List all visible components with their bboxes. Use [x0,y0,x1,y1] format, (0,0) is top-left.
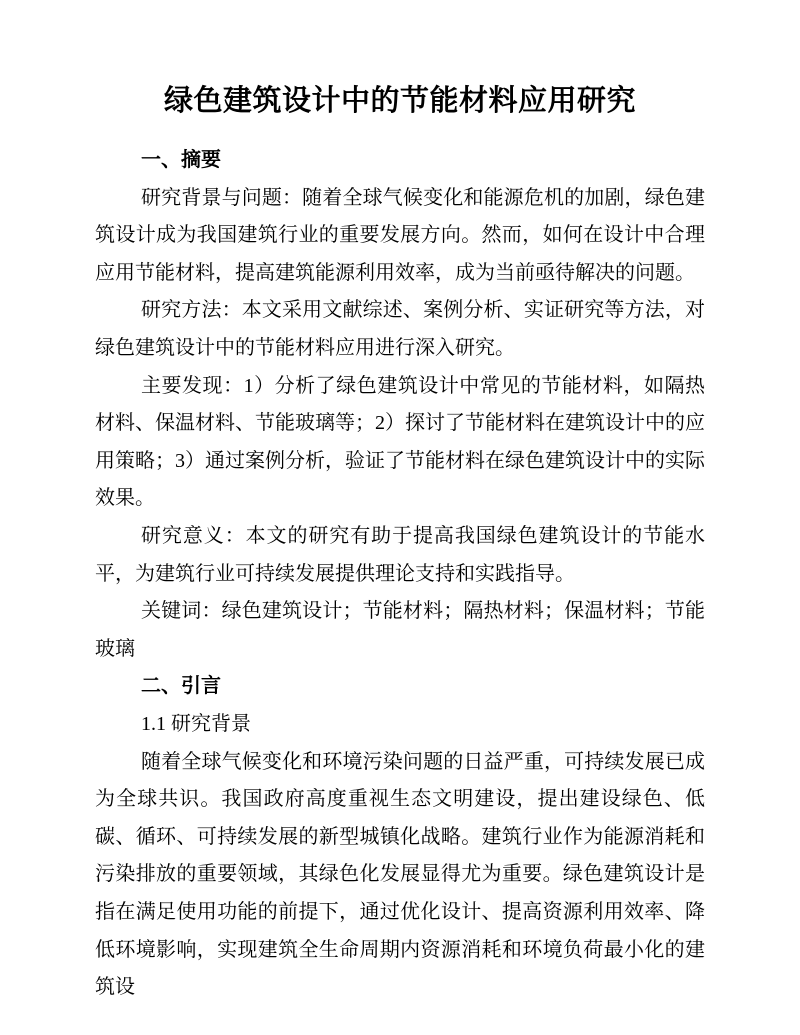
subsection-heading-research-background: 1.1 研究背景 [141,712,251,735]
abstract-significance-paragraph: 研究意义：本文的研究有助于提高我国绿色建筑设计的节能水平，为建筑行业可持续发展提供理论支持和实践指导。 [95,524,705,585]
abstract-methods-paragraph: 研究方法：本文采用文献综述、案例分析、实证研究等方法，对绿色建筑设计中的节能材料应用进行深入研究。 [95,299,705,360]
document-title: 绿色建筑设计中的节能材料应用研究 [163,85,636,117]
abstract-findings-paragraph: 主要发现：1）分析了绿色建筑设计中常见的节能材料，如隔热材料、保温材料、节能玻璃等；2）探讨了节能材料在建筑设计中的应用策略；3）通过案例分析，验证了节能材料在绿色建筑设计中的实际效果。 [95,374,705,510]
section-heading-introduction: 二、引言 [141,675,221,698]
keywords-paragraph: 关键词：绿色建筑设计；节能材料；隔热材料；保温材料；节能玻璃 [95,600,705,660]
introduction-background-paragraph: 随着全球气候变化和环境污染问题的日益严重，可持续发展已成为全球共识。我国政府高度重视生态文明建设，提出建设绿色、低碳、循环、可持续发展的新型城镇化战略。建筑行业作为能源消耗和污染排放的重要领域，其绿色化发展显得尤为重要。绿色建筑设计是指在满足使用功能的前提下，通过优化设计、提高资源利用效率、降低环境影响，实现建筑全生命周期内资源消耗和环境负荷最小化的建筑设 [95,750,705,999]
abstract-background-paragraph: 研究背景与问题：随着全球气候变化和能源危机的加剧，绿色建筑设计成为我国建筑行业的重要发展方向。然而，如何在设计中合理应用节能材料，提高建筑能源利用效率，成为当前亟待解决的问题。 [95,186,705,284]
section-heading-abstract: 一、摘要 [141,149,221,172]
